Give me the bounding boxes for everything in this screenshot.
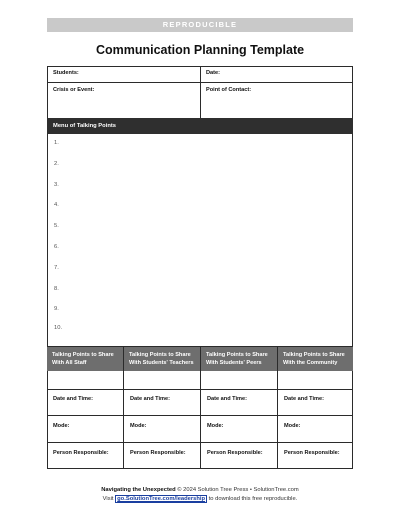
divider bbox=[47, 415, 353, 416]
date-time-field[interactable]: Date and Time: bbox=[53, 396, 93, 402]
date-time-field[interactable]: Date and Time: bbox=[130, 396, 170, 402]
reproducible-banner: REPRODUCIBLE bbox=[47, 18, 353, 32]
divider bbox=[200, 66, 201, 118]
page-title: Communication Planning Template bbox=[95, 43, 305, 57]
date-time-field[interactable]: Date and Time: bbox=[207, 396, 247, 402]
footer-copyright bbox=[0, 487, 400, 493]
list-item[interactable]: 9. bbox=[54, 306, 59, 313]
header-line: With Students' Peers bbox=[206, 360, 262, 366]
talking-points-community-header bbox=[278, 347, 353, 371]
crisis-event-field[interactable]: Crisis or Event: bbox=[53, 87, 95, 93]
header-line: Talking Points to Share bbox=[206, 352, 268, 358]
download-link[interactable]: go.SolutionTree.com/leadership bbox=[117, 496, 206, 502]
header-line: Talking Points to Share bbox=[52, 352, 114, 358]
divider bbox=[277, 346, 278, 469]
point-of-contact-field[interactable]: Point of Contact: bbox=[206, 87, 252, 93]
list-item[interactable]: 8. bbox=[54, 285, 59, 292]
divider bbox=[47, 82, 353, 83]
person-responsible-field[interactable]: Person Responsible: bbox=[284, 450, 340, 456]
list-item[interactable]: 7. bbox=[54, 264, 59, 271]
date-time-field[interactable]: Date and Time: bbox=[284, 396, 324, 402]
list-item[interactable]: 4. bbox=[54, 202, 59, 209]
mode-field[interactable]: Mode: bbox=[207, 423, 224, 429]
person-responsible-field[interactable]: Person Responsible: bbox=[130, 450, 186, 456]
talking-points-peers-header bbox=[201, 347, 277, 371]
header-line: With All Staff bbox=[52, 360, 87, 366]
divider bbox=[47, 442, 353, 443]
header-line: Talking Points to Share bbox=[283, 352, 345, 358]
footer-visit bbox=[0, 496, 400, 502]
mode-field[interactable]: Mode: bbox=[53, 423, 70, 429]
mode-field[interactable]: Mode: bbox=[130, 423, 147, 429]
list-item[interactable]: 3. bbox=[54, 181, 59, 188]
person-responsible-field[interactable]: Person Responsible: bbox=[53, 450, 109, 456]
list-item[interactable]: 5. bbox=[54, 223, 59, 230]
talking-points-teachers-header bbox=[124, 347, 200, 371]
menu-of-talking-points-header: Menu of Talking Points bbox=[47, 118, 353, 134]
talking-points-staff-header bbox=[47, 347, 123, 371]
students-field[interactable]: Students: bbox=[53, 70, 79, 76]
visit-text: Visit bbox=[102, 496, 116, 502]
divider bbox=[200, 346, 201, 469]
copyright-text: © 2024 Solution Tree Press • SolutionTree.com bbox=[175, 487, 299, 493]
list-item[interactable]: 10. bbox=[54, 325, 63, 331]
download-text: to download this free reproducible. bbox=[207, 496, 298, 502]
header-line: With Students' Teachers bbox=[129, 360, 194, 366]
date-field[interactable]: Date: bbox=[206, 70, 220, 76]
list-item[interactable]: 1. bbox=[54, 140, 59, 146]
divider bbox=[123, 346, 124, 469]
person-responsible-field[interactable]: Person Responsible: bbox=[207, 450, 263, 456]
header-line: Talking Points to Share bbox=[129, 352, 191, 358]
book-title: Navigating the Unexpected bbox=[101, 487, 176, 493]
mode-field[interactable]: Mode: bbox=[284, 423, 301, 429]
header-line: With the Community bbox=[283, 360, 338, 366]
list-item[interactable]: 2. bbox=[54, 160, 59, 167]
list-item[interactable]: 6. bbox=[54, 244, 59, 250]
divider bbox=[47, 389, 353, 390]
